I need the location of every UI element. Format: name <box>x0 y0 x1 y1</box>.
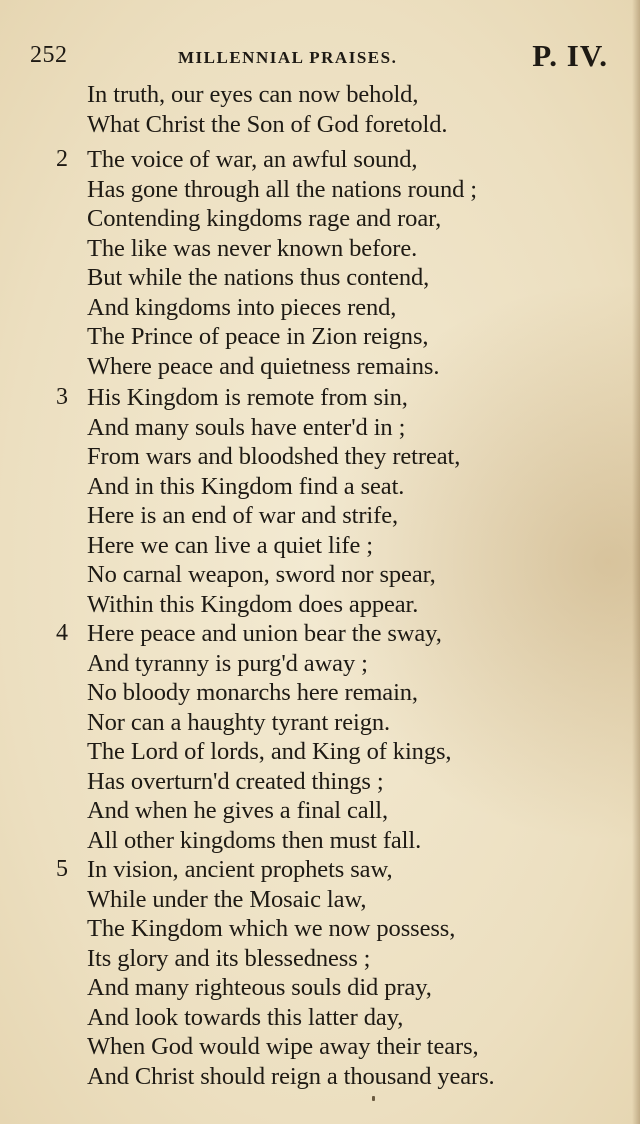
verse-lines <box>87 80 447 139</box>
verse-number: 4 <box>56 620 68 646</box>
verse-line: The Kingdom which we now possess, <box>87 915 456 942</box>
verse-line: The Lord of lords, and King of kings, <box>87 738 452 765</box>
verse-lines <box>87 619 451 855</box>
verse-number: 5 <box>56 856 68 882</box>
verse-line: From wars and bloodshed they retreat, <box>87 443 461 470</box>
verse-number: 2 <box>56 146 68 172</box>
verse-line: Here peace and union bear the sway, <box>87 620 442 647</box>
part-label: P. IV. <box>532 38 608 73</box>
verse-line: The like was never known before. <box>87 234 418 262</box>
verse-line: Where peace and quietness remains. <box>87 352 440 380</box>
verse-line: And Christ should reign a thousand years. <box>87 1062 495 1090</box>
verse-line: Contending kingdoms rage and roar, <box>87 205 442 232</box>
verse-line: In truth, our eyes can now behold, <box>87 81 419 108</box>
verse-line: What Christ the Son of God foretold. <box>87 110 448 138</box>
ink-speck <box>372 1096 375 1101</box>
verse-lines <box>87 145 477 381</box>
verse-line: While under the Mosaic law, <box>87 885 367 913</box>
verse-number: 3 <box>56 384 68 410</box>
verse-line: His Kingdom is remote from sin, <box>87 384 408 411</box>
verse-line: No bloody monarchs here remain, <box>87 679 418 706</box>
verse-line: And look towards this latter day, <box>87 1003 404 1031</box>
verse-line: Has gone through all the nations round ; <box>87 175 477 203</box>
verse-line: Its glory and its blessedness ; <box>87 944 371 972</box>
verse-lines <box>87 855 495 1091</box>
verse-line: Nor can a haughty tyrant reign. <box>87 708 391 736</box>
page-edge-shadow <box>632 0 640 1124</box>
verse-line: The voice of war, an awful sound, <box>87 146 418 173</box>
verse-line: Has overturn'd created things ; <box>87 767 384 795</box>
verse-line: The Prince of peace in Zion reigns, <box>87 323 429 350</box>
verse-lines <box>87 383 460 619</box>
verse-line: And kingdoms into pieces rend, <box>87 293 397 321</box>
verse-line: And in this Kingdom find a seat. <box>87 472 405 500</box>
verse-line: And many souls have enter'd in ; <box>87 413 406 441</box>
verse-line: And when he gives a final call, <box>87 797 389 824</box>
verse-line: All other kingdoms then must fall. <box>87 826 422 854</box>
page-header <box>30 40 610 80</box>
verse-line: Here is an end of war and strife, <box>87 502 398 529</box>
verse-line: Here we can live a quiet life ; <box>87 531 373 559</box>
verse-line: In vision, ancient prophets saw, <box>87 856 393 883</box>
verse-line: But while the nations thus contend, <box>87 264 430 291</box>
page-number: 252 <box>30 42 68 68</box>
verse-line: When God would wipe away their tears, <box>87 1033 479 1060</box>
verse-line: And tyranny is purg'd away ; <box>87 649 368 677</box>
verse-line: No carnal weapon, sword nor spear, <box>87 561 436 588</box>
running-title: MILLENNIAL PRAISES. <box>178 48 398 67</box>
verse-line: Within this Kingdom does appear. <box>87 590 419 618</box>
verse-line: And many righteous souls did pray, <box>87 974 432 1001</box>
